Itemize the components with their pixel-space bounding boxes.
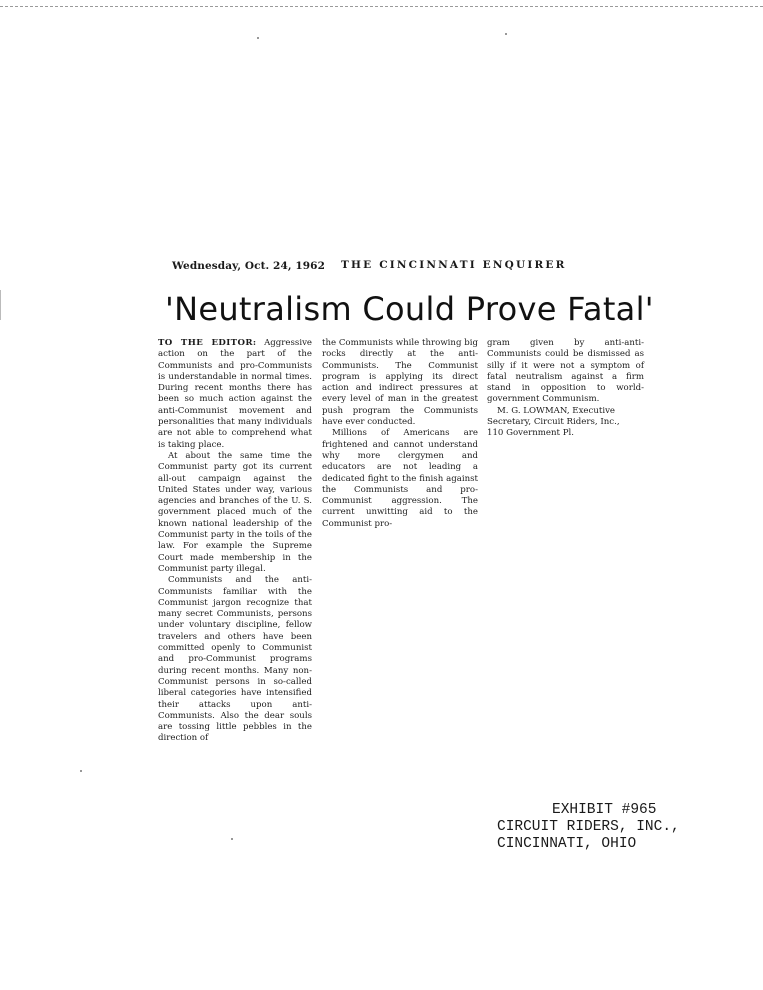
salutation: TO THE EDITOR: [158, 338, 257, 348]
exhibit-organization: CIRCUIT RIDERS, INC., [497, 819, 680, 835]
letter-paragraph [158, 338, 312, 451]
signature-block [487, 406, 644, 440]
paragraph-text: Aggressive action on the part of the Communists and pro-Communists is understandable in normal times. During recent months there has been so much action against the anti-Communist movement and personalities that many individuals are not able to comprehend what is taking place. [158, 338, 313, 450]
letter-column-2 [322, 338, 478, 530]
scan-margin-mark [0, 290, 1, 320]
letter-column-3 [487, 338, 644, 440]
scan-speck [505, 33, 507, 35]
scan-speck [231, 838, 233, 840]
publication-date: Wednesday, Oct. 24, 1962 [172, 260, 325, 272]
scan-speck [257, 37, 259, 39]
exhibit-stamp [497, 802, 680, 853]
exhibit-location: CINCINNATI, OHIO [497, 836, 637, 852]
signature-title: Secretary, Circuit Riders, Inc., [487, 417, 620, 428]
letter-paragraph: gram given by anti-anti-Communists could be dismissed as silly if it were not a symptom of fatal neutralism against a firm stand in opposition to world-government Communism. [487, 338, 644, 405]
letter-paragraph: At about the same time the Communist party got its current all-out campaign against the United States under way, various agencies and branches of the U. S. government placed much of the known national leadership of the Communist party in the toils of the law. For example the Supreme Court made membership in the Communist party illegal. [158, 450, 312, 574]
letter-paragraph: Millions of Americans are frightened and cannot understand why more clergymen and educators are not leading a dedicated fight to the finish against the Communists and pro-Communist aggression. The current unwitting aid to the Communist pro- [322, 428, 478, 529]
newspaper-name: THE CINCINNATI ENQUIRER [341, 259, 567, 271]
letter-paragraph: the Communists while throwing big rocks directly at the anti-Communists. The Communist program is applying its direct action and indirect pressures at every level of man in the greatest push program the Communists have ever conducted. [322, 338, 478, 428]
scan-top-edge [0, 6, 763, 7]
letter-paragraph: Communists and the anti-Communists familiar with the Communist jargon recognize that many secret Communists, persons under voluntary discipline, fellow travelers and others have been committed openly to Communist and pro-Communist programs during recent months. Many non-Communist persons in so-called liberal categories have intensified their attacks upon anti-Communists. Also the dear souls are tossing little pebbles in the direction of [158, 575, 312, 744]
scan-speck [80, 770, 82, 772]
signature-address: 110 Government Pl. [487, 428, 574, 439]
exhibit-number: EXHIBIT #965 [552, 802, 657, 818]
letter-column-1 [158, 338, 312, 745]
signature-name: M. G. LOWMAN, Executive [497, 405, 616, 416]
headline: 'Neutralism Could Prove Fatal' [165, 290, 654, 328]
